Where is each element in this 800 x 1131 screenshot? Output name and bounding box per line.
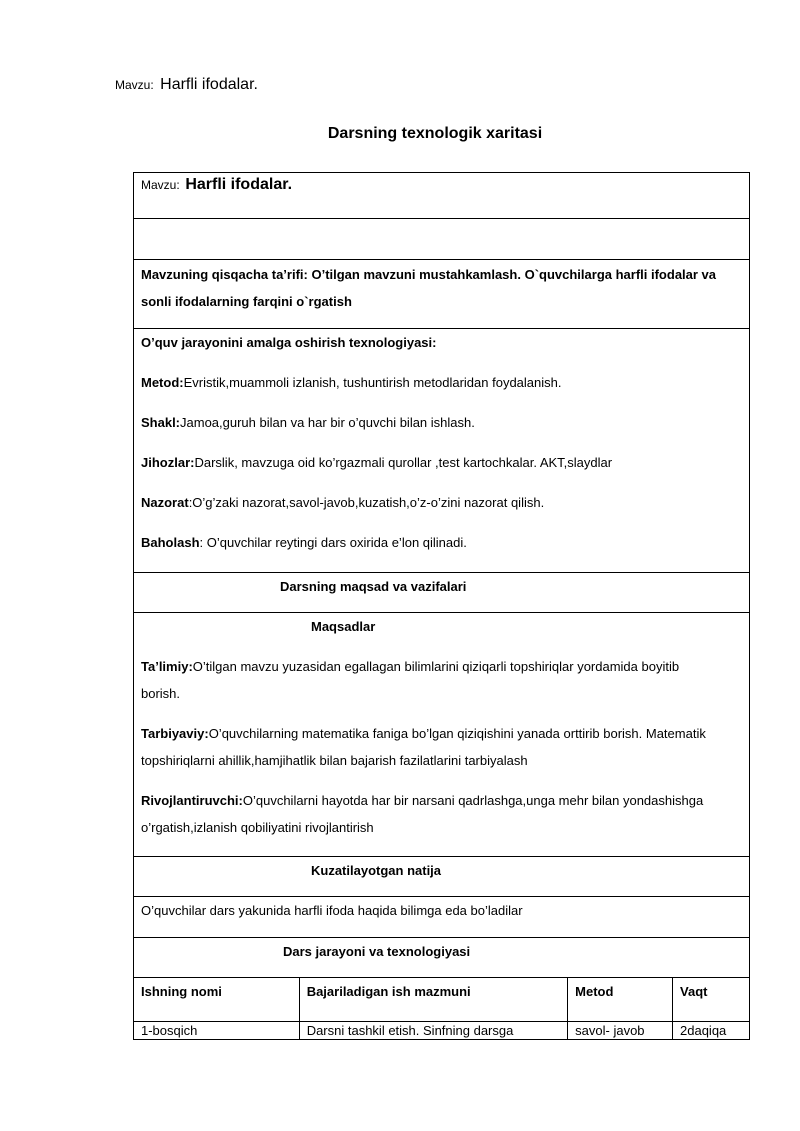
expected-heading: Kuzatilayotgan natija: [311, 863, 442, 878]
table-cell: savol- javob: [568, 1022, 673, 1040]
process-heading-row: [134, 938, 750, 978]
header-topic-value: Harfli ifodalar.: [160, 76, 258, 93]
goals-section-row: [134, 573, 750, 613]
table-cell: 1-bosqich: [134, 1022, 300, 1040]
upbringing-goal: [141, 720, 742, 774]
equipment-paragraph: [141, 449, 742, 476]
form-label: Shakl:: [141, 415, 181, 430]
goals-heading: Maqsadlar: [311, 619, 376, 634]
topic-cell: [134, 173, 750, 219]
topic-value: Harfli ifodalar.: [185, 176, 293, 193]
equipment-text: Darslik, mavzuga oid ko’rgazmali qurollar ,test kartochkalar. AKT,slaydlar: [194, 455, 613, 470]
document-title: Darsning texnologik xaritasi: [327, 125, 543, 142]
control-label: Nazorat: [141, 495, 189, 510]
column-header: Metod: [568, 978, 673, 1022]
summary-cell: [134, 260, 750, 329]
process-heading-cell: [134, 938, 750, 978]
equipment-label: Jihozlar:: [141, 455, 195, 470]
lesson-map-table: [133, 172, 750, 1040]
column-header: Vaqt: [673, 978, 750, 1022]
goals-cell: [134, 613, 750, 857]
control-text: :O’g’zaki nazorat,savol-javob,kuzatish,o’z-o’zini nazorat qilish.: [188, 495, 545, 510]
upbringing-text-1: O’quvchilarning matematika faniga bo’lgan qiziqishini yanada orttirib borish. Matematik: [208, 726, 706, 741]
upbringing-text-2: topshiriqlarni ahillik,hamjihatlik bilan bajarish fazilatlarini tarbiyalash: [141, 753, 528, 768]
goals-row: [134, 613, 750, 857]
table-row: [134, 1022, 750, 1040]
educational-text-2: borish.: [141, 686, 181, 701]
table-cell: 2daqiqa: [673, 1022, 750, 1040]
upbringing-label: Tarbiyaviy:: [141, 726, 209, 741]
topic-label: Mavzu:: [141, 178, 180, 192]
method-paragraph: [141, 369, 742, 396]
method-label: Metod:: [141, 375, 184, 390]
empty-cell: [134, 219, 750, 260]
developmental-text-1: O’quvchilarni hayotda har bir narsani qadrlashga,unga mehr bilan yondashishga: [242, 793, 704, 808]
developmental-text-2: o’rgatish,izlanish qobiliyatini rivojlantirish: [141, 820, 374, 835]
form-text: Jamoa,guruh bilan va har bir o’quvchi bilan ishlash.: [180, 415, 475, 430]
technology-heading: O’quv jarayonini amalga oshirish texnologiyasi:: [141, 335, 437, 350]
assessment-label: Baholash: [141, 535, 200, 550]
header-topic-label: Mavzu:: [115, 78, 154, 92]
method-text: Evristik,muammoli izlanish, tushuntirish metodlaridan foydalanish.: [183, 375, 562, 390]
assessment-paragraph: [141, 529, 742, 556]
goals-section-heading: Darsning maqsad va vazifalari: [280, 579, 467, 594]
table-cell: Darsni tashkil etish. Sinfning darsga: [299, 1022, 567, 1040]
technology-cell: [134, 329, 750, 573]
column-header: Bajariladigan ish mazmuni: [299, 978, 567, 1022]
expected-heading-cell: [134, 857, 750, 897]
summary-line-2: sonli ifodalarning farqini o`rgatish: [141, 294, 352, 309]
header-topic: [115, 76, 258, 94]
summary-row: [134, 260, 750, 329]
columns-header-row: [134, 978, 750, 1022]
topic-row: [134, 173, 750, 219]
expected-row: [134, 897, 750, 938]
developmental-label: Rivojlantiruvchi:: [141, 793, 243, 808]
educational-label: Ta’limiy:: [141, 659, 193, 674]
process-heading: Dars jarayoni va texnologiyasi: [283, 944, 471, 959]
expected-text: O’quvchilar dars yakunida harfli ifoda haqida bilimga eda bo’ladilar: [141, 903, 523, 918]
developmental-goal: [141, 787, 742, 841]
expected-heading-row: [134, 857, 750, 897]
technology-row: [134, 329, 750, 573]
educational-text-1: O’tilgan mavzu yuzasidan egallagan bilimlarini qiziqarli topshiriqlar yordamida boyitib: [192, 659, 680, 674]
goals-section-cell: [134, 573, 750, 613]
expected-cell: [134, 897, 750, 938]
column-header: Ishning nomi: [134, 978, 300, 1022]
form-paragraph: [141, 409, 742, 436]
educational-goal: [141, 653, 742, 707]
summary-line-1: Mavzuning qisqacha ta’rifi: O’tilgan mavzuni mustahkamlash. O`quvchilarga harfli ifodalar va: [141, 267, 717, 282]
assessment-text: : O’quvchilar reytingi dars oxirida e’lon qilinadi.: [199, 535, 467, 550]
control-paragraph: [141, 489, 742, 516]
empty-row: [134, 219, 750, 260]
